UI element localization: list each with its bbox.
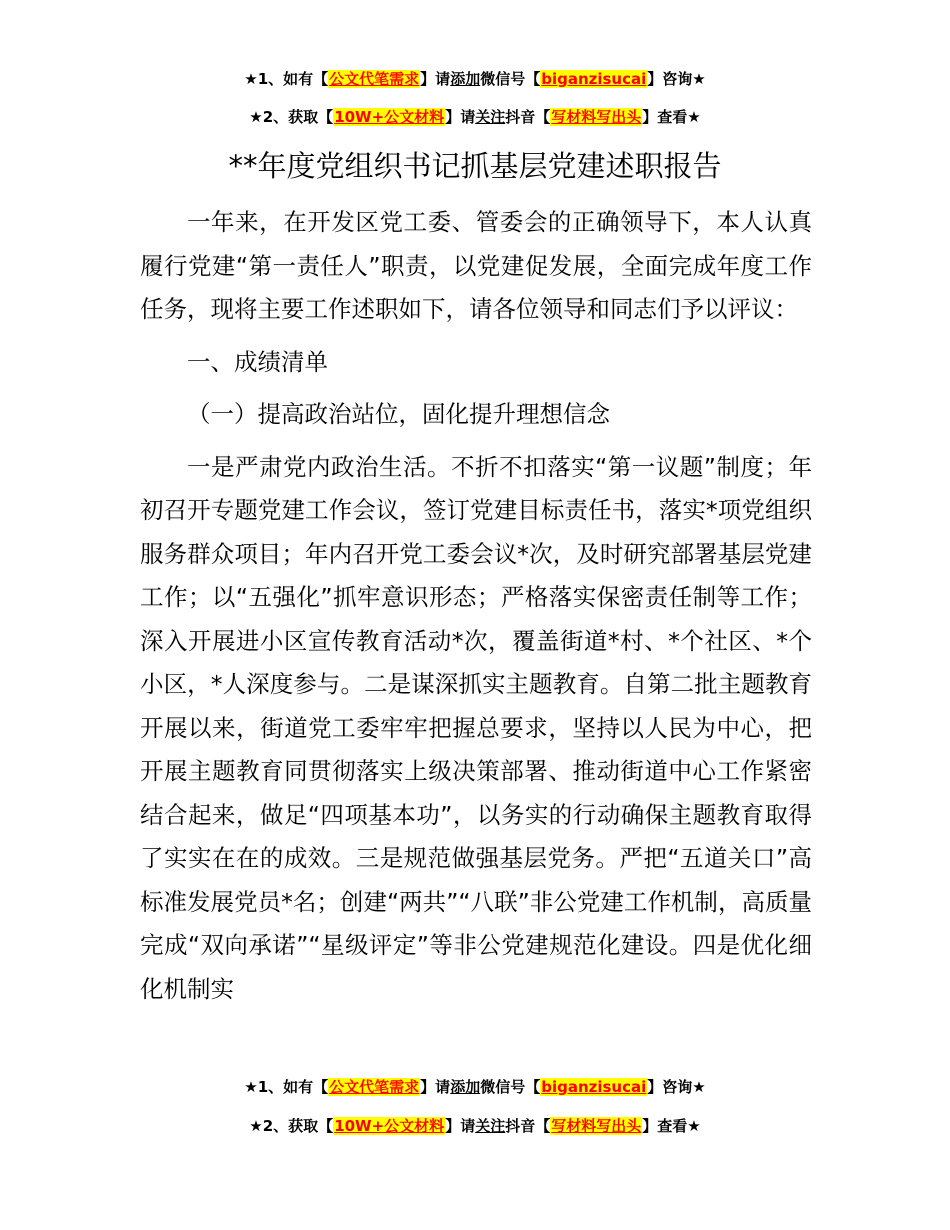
underlined-follow: 关注 — [475, 1117, 506, 1135]
notice-text: 】请 — [445, 1117, 476, 1135]
document-body — [140, 201, 812, 1011]
underlined-add: 添加 — [450, 1078, 481, 1096]
highlight-materials: 10W+公文材料 — [334, 108, 445, 126]
section-heading: 一、成绩清单 — [187, 347, 328, 376]
header-notice-line-2 — [0, 106, 950, 127]
subsection-heading: （一）提高政治站位，固化提升理想信念 — [187, 400, 610, 428]
notice-text: 抖音【 — [505, 108, 551, 126]
highlight-ghostwriting-service: 公文代笔需求 — [329, 1078, 420, 1096]
underlined-add: 添加 — [450, 70, 481, 88]
header-notice-line-1 — [0, 68, 950, 89]
notice-text: ★1、如有【 — [244, 70, 329, 88]
notice-text: 】查看★ — [642, 1117, 701, 1135]
notice-text: ★2、获取【 — [249, 108, 334, 126]
highlight-wechat-id: biganzisucai — [541, 1078, 647, 1096]
notice-text: 】请 — [420, 70, 451, 88]
highlight-douyin-account: 写材料写出头 — [551, 108, 642, 126]
highlight-wechat-id: biganzisucai — [541, 70, 647, 88]
footer-notice-line-2 — [0, 1115, 950, 1136]
highlight-douyin-account: 写材料写出头 — [551, 1117, 642, 1135]
notice-text: 】查看★ — [642, 108, 701, 126]
notice-text: 】咨询★ — [647, 70, 706, 88]
footer-notice-line-1 — [0, 1076, 950, 1097]
notice-text: ★2、获取【 — [249, 1117, 334, 1135]
notice-text: 】请 — [445, 108, 476, 126]
highlight-ghostwriting-service: 公文代笔需求 — [329, 70, 420, 88]
intro-paragraph: 一年来，在开发区党工委、管委会的正确领导下，本人认真履行党建“第一责任人”职责，以党建促发展，全面完成年度工作任务，现将主要工作述职如下，请各位领导和同志们予以评议： — [140, 208, 812, 323]
notice-text: 微信号【 — [480, 70, 541, 88]
notice-text: 】请 — [420, 1078, 451, 1096]
body-paragraph: 一是严肃党内政治生活。不折不扣落实“第一议题”制度；年初召开专题党建工作会议，签订党建目标责任书，落实*项党组织服务群众项目；年内召开党工委会议*次，及时研究部署基层党建工作；以“五强化”抓牢意识形态；严格落实保密责任制等工作；深入开展进小区宣传教育活动*次，覆盖街道*村、*个社区、*个小区，*人深度参与。二是谋深抓实主题教育。自第二批主题教育开展以来，街道党工委牢牢把握总要求，坚持以人民为中心，把开展主题教育同贯彻落实上级决策部署、推动街道中心工作紧密结合起来，做足“四项基本功”，以务实的行动确保主题教育取得了实实在在的成效。三是规范做强基层党务。严把“五道关口”高标准发展党员*名；创建“两共”“八联”非公党建工作机制，高质量完成“双向承诺”“星级评定”等非公党建规范化建设。四是优化细化机制实 — [140, 452, 812, 1003]
notice-text: 抖音【 — [505, 1117, 551, 1135]
document-title: **年度党组织书记抓基层党建述职报告 — [228, 149, 722, 183]
notice-text: ★1、如有【 — [244, 1078, 329, 1096]
notice-text: 微信号【 — [480, 1078, 541, 1096]
highlight-materials: 10W+公文材料 — [334, 1117, 445, 1135]
underlined-follow: 关注 — [475, 108, 506, 126]
notice-text: 】咨询★ — [647, 1078, 706, 1096]
